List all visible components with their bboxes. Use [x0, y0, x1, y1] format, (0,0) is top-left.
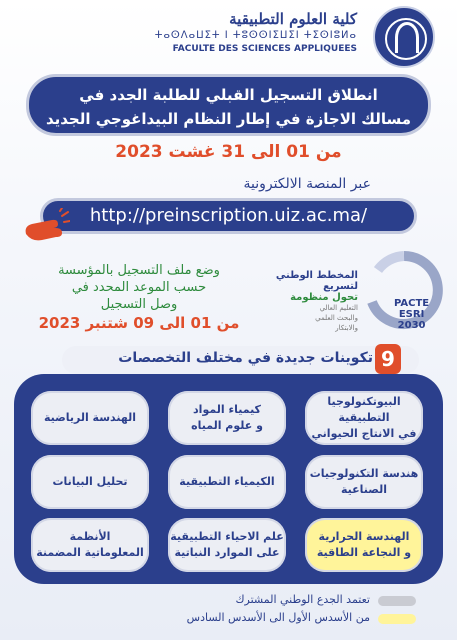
faculty-name-ar: كلية العلوم التطبيقية: [229, 10, 357, 28]
pointing-hand-icon: [22, 208, 70, 248]
pacte-text-1: المخطط الوطني لتسريع: [275, 270, 358, 292]
footer-bullet-2: [378, 614, 416, 624]
via-platform-text: عبر المنصة الالكترونية: [243, 176, 371, 192]
specialty-item: [168, 518, 286, 572]
title-line-2: مسالك الاجازة في إطار النظام البيداغوجي الجديد: [45, 110, 412, 128]
specialty-line-2: في الانتاج الحيواني: [311, 427, 417, 440]
specialty-line-2: الصناعية: [340, 483, 388, 496]
specialty-line-1: علم الاحياء التطبيقية: [170, 530, 284, 543]
specialty-line-2: و النجاعة الطاقية: [316, 546, 412, 559]
specialty-line-1: الهندسة الحرارية: [318, 530, 410, 543]
faculty-name-fr: FACULTE DES SCIENCES APPLIQUEES: [172, 44, 357, 54]
footer-bullet-1: [378, 596, 416, 606]
footer-line-1: تعتمد الجدع الوطني المشترك: [235, 593, 370, 606]
pacte-text: [270, 270, 358, 333]
pacte-label-2: ESRI: [398, 309, 425, 320]
specialty-item: [31, 455, 149, 509]
registration-url-link[interactable]: http://preinscription.uiz.ac.ma/: [40, 198, 417, 234]
specialty-item: [305, 391, 423, 445]
specialty-line-1: كيمياء المواد: [193, 403, 261, 416]
specialty-line-2: على الموارد النباتية: [174, 546, 280, 559]
specialty-line-2: و علوم المياه: [191, 419, 263, 432]
specialty-item: [31, 391, 149, 445]
specialty-line-1: الهندسة الرياضية: [43, 411, 137, 424]
title-line-1: انطلاق التسجيل القبلي للطلبة الجدد في: [79, 86, 378, 104]
university-logo-icon: [373, 6, 435, 68]
specialty-line-1: الكيمياء التطبيقية: [179, 475, 275, 488]
specialty-line-2: المعلوماتية المضمنة: [36, 546, 144, 559]
specialty-line-1: هندسة التكنولوجيات: [309, 467, 419, 480]
specialties-count: 9: [375, 344, 401, 374]
pacte-label: [394, 298, 429, 331]
faculty-name-tifinagh: ⵜⴰⵙⴷⴰⵡⵉⵜ ⵏ ⵜⵓⵙⵙⵏⵉⵡⵉⵏ ⵜⵉⵙⵏⵓⵍⴰ: [154, 30, 357, 41]
online-registration-date: من 01 الى 31 غشت 2023: [115, 142, 342, 162]
title-banner: [26, 74, 431, 136]
specialty-item: [305, 518, 423, 572]
specialties-title: تكوينات جديدة في مختلف التخصصات: [118, 350, 373, 366]
deposit-line-2: حسب الموعد المحدد في: [71, 280, 207, 295]
pacte-text-3c: والابتكار: [335, 324, 358, 332]
pacte-text-3b: والبحث العلمي: [315, 314, 358, 322]
pacte-text-2: تحول منظومة: [290, 292, 358, 303]
pacte-label-1: PACTE: [394, 298, 430, 309]
pacte-label-3: 2030: [397, 320, 426, 331]
specialty-item: [31, 518, 149, 572]
footer-line-2: من الأسدس الأول الى الأسدس السادس: [186, 611, 370, 624]
specialty-line-1: تحليل البيانات: [52, 475, 128, 488]
specialty-item: [305, 455, 423, 509]
specialty-line-1: البيوتكنولوجيا التطبيقية: [327, 395, 401, 424]
pacte-text-3a: التعليم العالي: [319, 304, 358, 312]
deposit-line-1: وضع ملف التسجيل بالمؤسسة: [58, 263, 220, 278]
specialty-item: [168, 391, 286, 445]
deposit-instructions: [24, 262, 254, 313]
specialty-item: [168, 455, 286, 509]
specialty-line-1: الأنظمة: [69, 530, 111, 543]
deposit-date: من 01 الى 09 شتنبر 2023: [38, 314, 240, 332]
deposit-line-3: وصل التسجيل: [100, 297, 178, 312]
